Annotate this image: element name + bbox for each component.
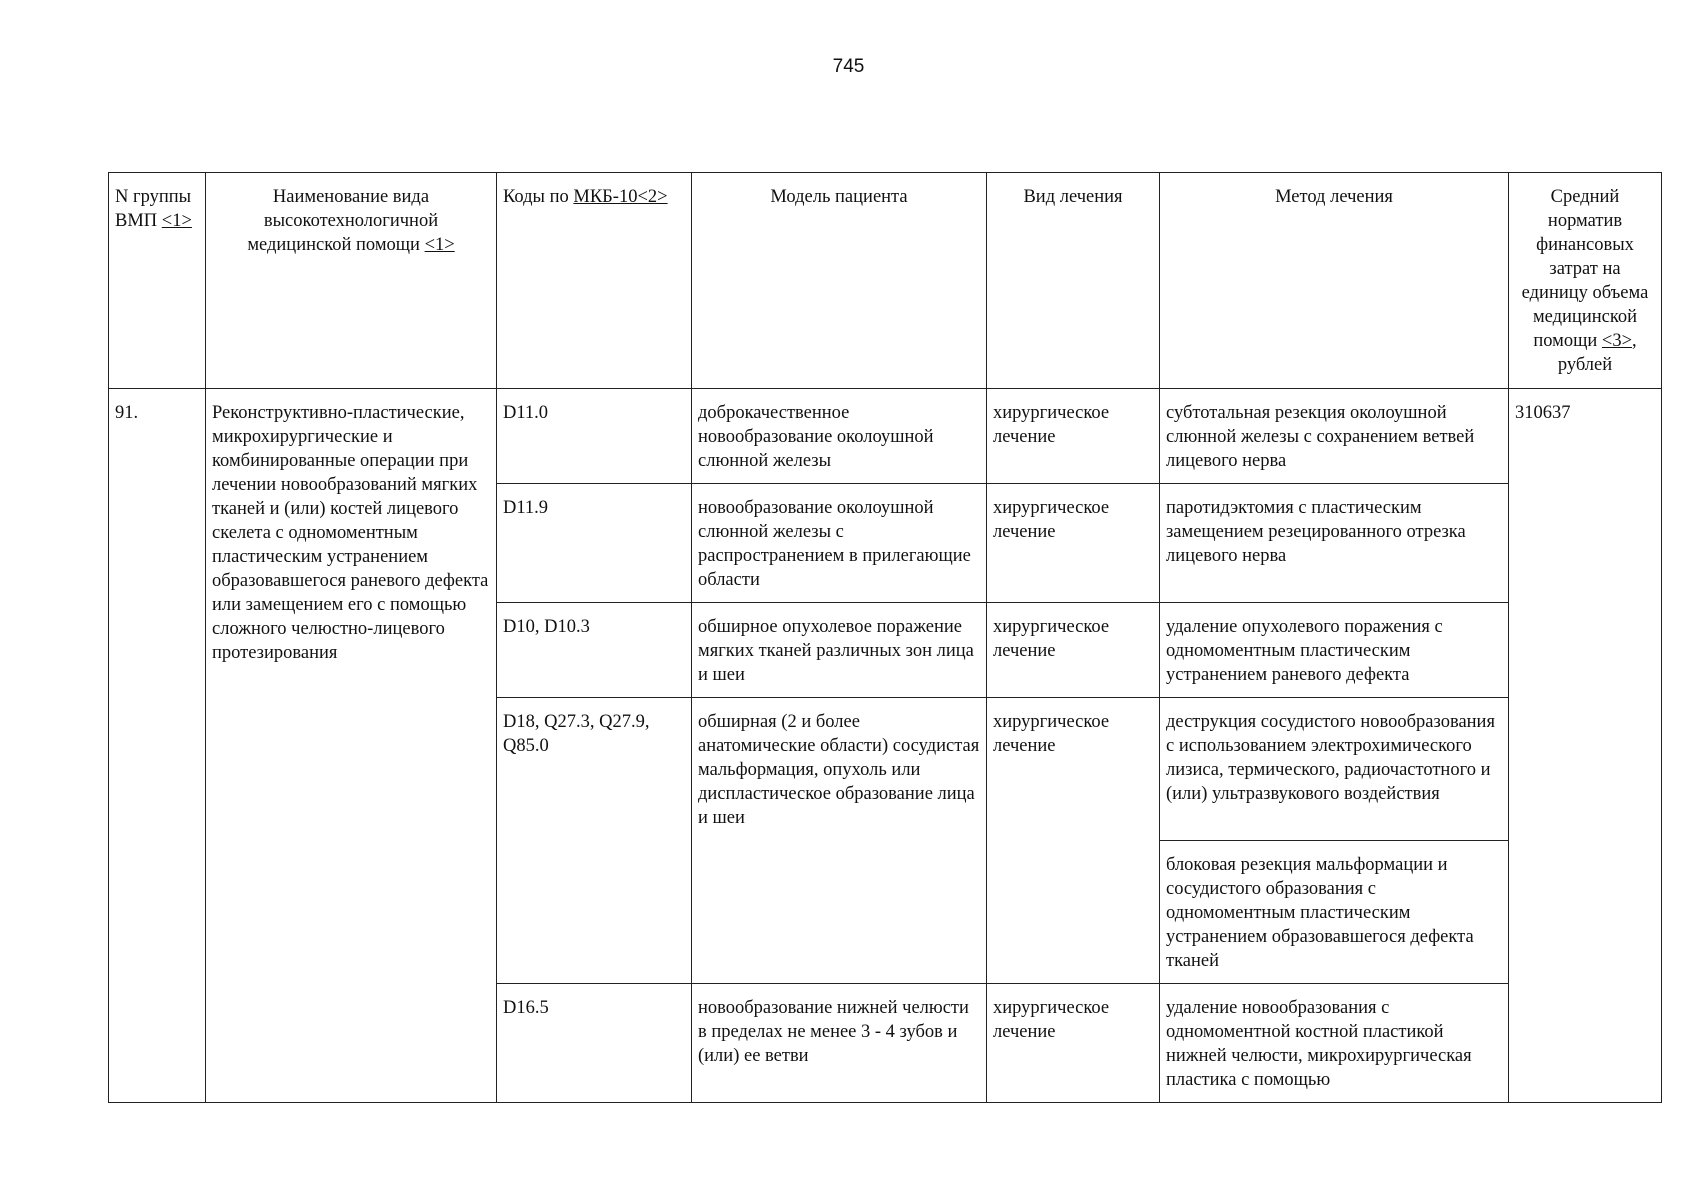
footnote-ref-1[interactable]: <1> [161, 211, 192, 231]
header-icd-codes: Коды по МКБ-10<2> [497, 173, 692, 389]
table-row [109, 389, 1662, 484]
patient-model: новообразование нижней челюсти в пределах не менее 3 - 4 зубов и (или) ее ветви [692, 984, 987, 1103]
header-treatment-method: Метод лечения [1160, 173, 1509, 389]
icd-codes: D16.5 [497, 984, 692, 1103]
footnote-ref-3[interactable]: <3> [1601, 331, 1633, 351]
vmp-table [108, 172, 1662, 1103]
icd-codes: D11.9 [497, 484, 692, 603]
icd-codes: D18, Q27.3, Q27.9, Q85.0 [497, 698, 692, 984]
header-treatment-type: Вид лечения [987, 173, 1160, 389]
treatment-method: субтотальная резекция околоушной слюнной железы с сохранением ветвей лицевого нерва [1160, 389, 1509, 484]
vmp-name: Реконструктивно-пластические, микрохирургические и комбинированные операции при лечении новообразований мягких тканей и (или) костей лицевого скелета с одномоментным пластическим устранением образовавшегося раневого дефекта или замещением его с помощью сложного челюстно-лицевого протезирования [206, 389, 497, 1103]
treatment-type: хирургическое лечение [987, 698, 1160, 984]
patient-model: новообразование околоушной слюнной железы с распространением в прилегающие области [692, 484, 987, 603]
footnote-ref-1[interactable]: <1> [424, 235, 455, 255]
header-row [109, 173, 1662, 389]
icd-codes: D11.0 [497, 389, 692, 484]
header-group-number: N группы ВМП <1> [109, 173, 206, 389]
treatment-method: удаление опухолевого поражения с одномоментным пластическим устранением раневого дефекта [1160, 603, 1509, 698]
treatment-type: хирургическое лечение [987, 484, 1160, 603]
treatment-method: блоковая резекция мальформации и сосудистого образования с одномоментным пластическим устранением образовавшегося дефекта тканей [1160, 841, 1509, 984]
icd10-link[interactable]: МКБ-10<2> [573, 187, 668, 207]
treatment-type: хирургическое лечение [987, 984, 1160, 1103]
patient-model: доброкачественное новообразование околоушной слюнной железы [692, 389, 987, 484]
page-number: 745 [832, 56, 865, 77]
average-cost: 310637 [1509, 389, 1662, 1103]
group-number: 91. [109, 389, 206, 1103]
header-average-cost: Средний норматив финансовых затрат на единицу объема медицинской помощи <3>, рублей [1509, 173, 1662, 389]
patient-model: обширная (2 и более анатомические области) сосудистая мальформация, опухоль или диспластическое образование лица и шеи [692, 698, 987, 984]
treatment-type: хирургическое лечение [987, 389, 1160, 484]
header-vmp-name: Наименование вида высокотехнологичной медицинской помощи <1> [206, 173, 497, 389]
treatment-method: деструкция сосудистого новообразования с использованием электрохимического лизиса, термического, радиочастотного и (или) ультразвукового воздействия [1160, 698, 1509, 841]
patient-model: обширное опухолевое поражение мягких тканей различных зон лица и шеи [692, 603, 987, 698]
icd-codes: D10, D10.3 [497, 603, 692, 698]
treatment-type: хирургическое лечение [987, 603, 1160, 698]
header-patient-model: Модель пациента [692, 173, 987, 389]
treatment-method: паротидэктомия с пластическим замещением резецированного отрезка лицевого нерва [1160, 484, 1509, 603]
treatment-method: удаление новообразования с одномоментной костной пластикой нижней челюсти, микрохирургическая пластика с помощью [1160, 984, 1509, 1103]
